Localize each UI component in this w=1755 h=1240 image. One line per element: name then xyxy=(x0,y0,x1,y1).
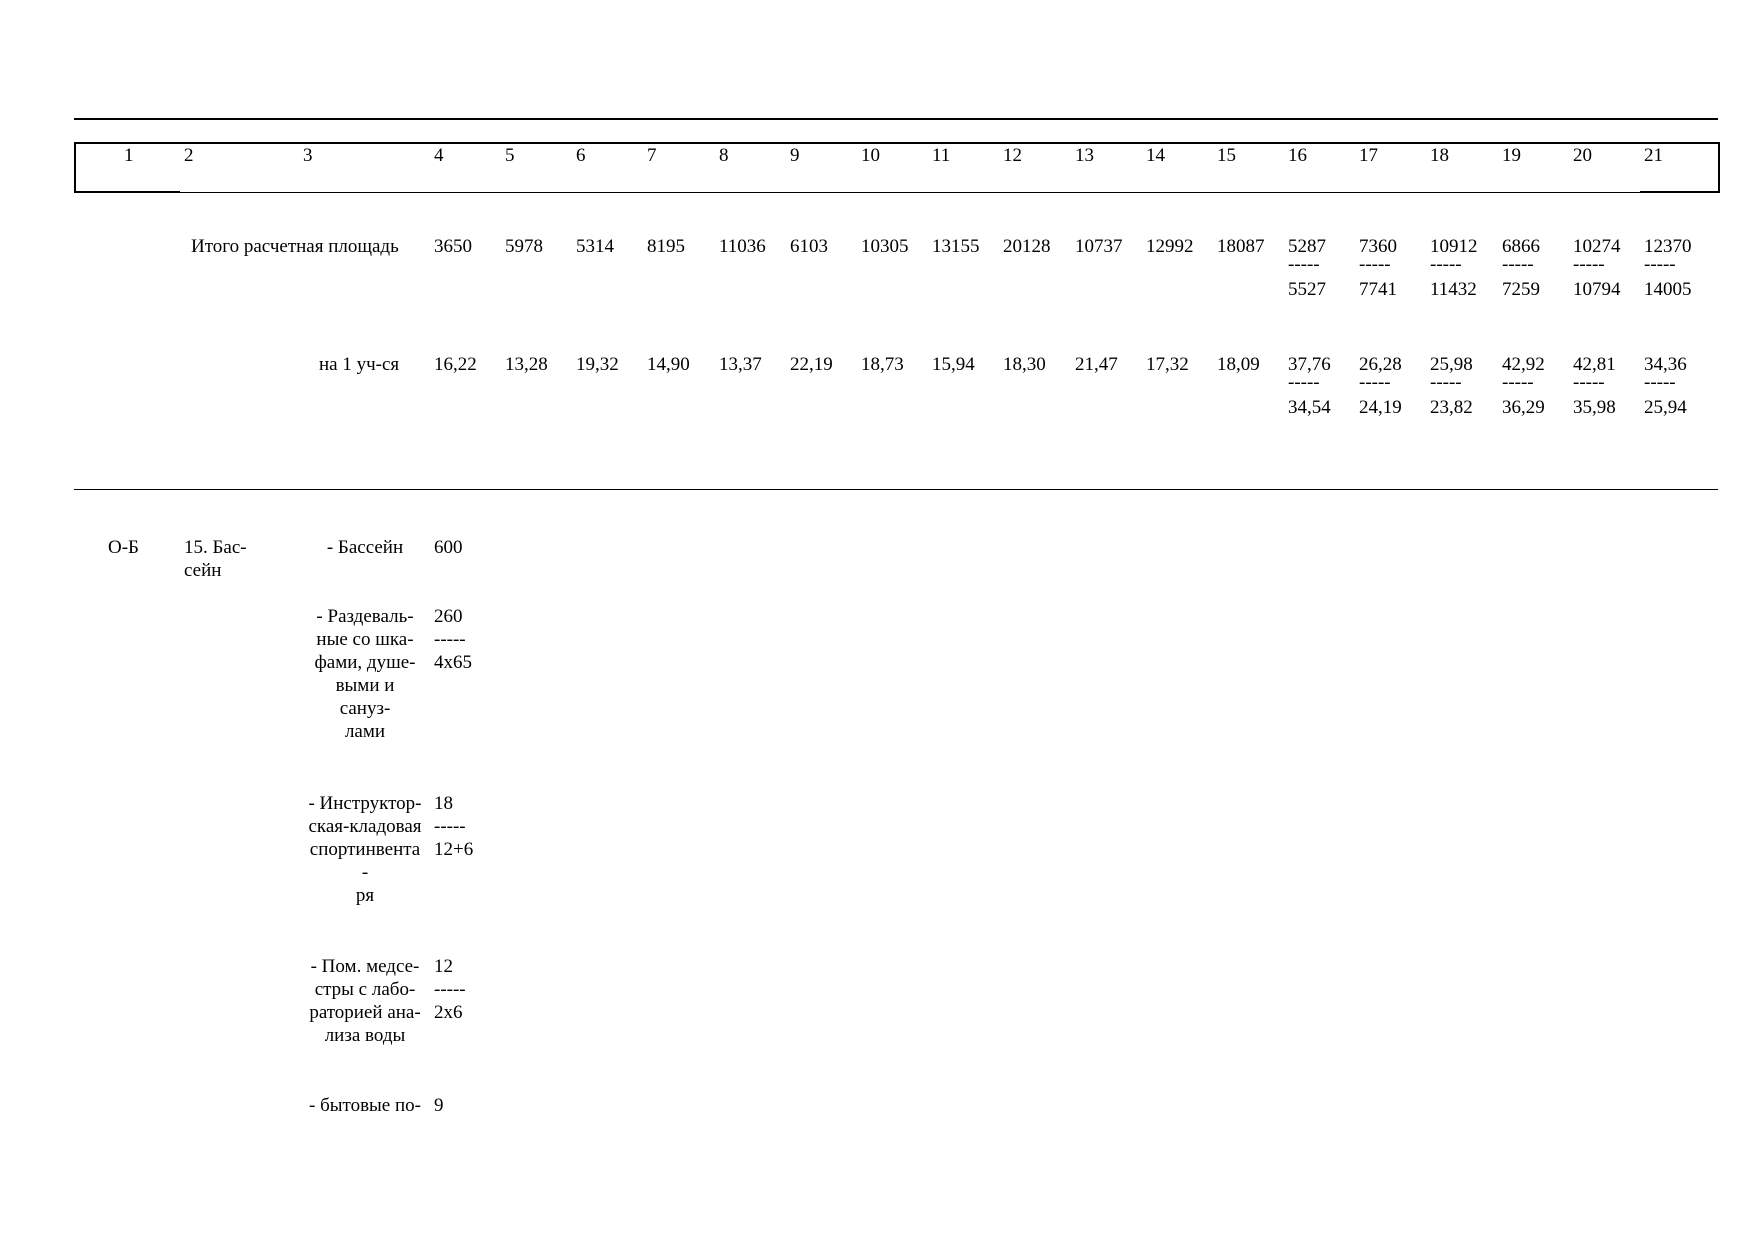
section-divider xyxy=(74,489,1718,490)
area-pair xyxy=(1644,235,1692,304)
area-pair-sep: ----- xyxy=(1359,254,1391,275)
area-pair-sep: ----- xyxy=(1644,254,1676,275)
room-description xyxy=(300,605,430,743)
room-description-line: ря xyxy=(355,885,375,906)
room-area-line: 260 xyxy=(434,606,463,627)
area-value: 11036 xyxy=(719,236,766,257)
column-number: 14 xyxy=(1146,145,1165,166)
area-pair-sep: ----- xyxy=(1430,254,1462,275)
room-area-line: 9 xyxy=(434,1095,444,1116)
area-pair-bottom: 11432 xyxy=(1430,279,1477,300)
per-student-pair-bottom: 35,98 xyxy=(1573,397,1616,418)
room-description-line: - Бассейн xyxy=(326,537,404,558)
column-number: 19 xyxy=(1502,145,1521,166)
area-pair xyxy=(1573,235,1621,304)
column-number-header xyxy=(74,142,1720,193)
room-description-line: ская-кладовая xyxy=(308,816,422,837)
area-value: 20128 xyxy=(1003,236,1051,257)
column-number: 2 xyxy=(184,145,194,166)
per-student-pair xyxy=(1502,353,1545,422)
area-pair-top: 12370 xyxy=(1644,236,1692,257)
column-number: 7 xyxy=(647,145,657,166)
column-number: 11 xyxy=(932,145,951,166)
column-number: 4 xyxy=(434,145,444,166)
per-student-pair xyxy=(1288,353,1331,422)
per-student-value: 13,37 xyxy=(719,354,762,375)
area-value: 13155 xyxy=(932,236,980,257)
area-value: 12992 xyxy=(1146,236,1194,257)
room-description-line: спортинвента xyxy=(309,839,421,860)
per-student-pair-sep: ----- xyxy=(1430,372,1462,393)
per-student-value: 18,30 xyxy=(1003,354,1046,375)
room-area-line: 12 xyxy=(434,956,453,977)
area-pair-top: 5287 xyxy=(1288,236,1326,257)
room-description-line: ные со шка- xyxy=(316,629,414,650)
area-pair-bottom: 7259 xyxy=(1502,279,1540,300)
room-description-line: лиза воды xyxy=(324,1025,406,1046)
column-number: 5 xyxy=(505,145,515,166)
room-description-line: фами, душе- xyxy=(314,652,416,673)
room-area-line: ----- xyxy=(434,629,466,650)
per-student-value: 16,22 xyxy=(434,354,477,375)
room-area-line: 2х6 xyxy=(434,1002,463,1023)
area-pair xyxy=(1502,235,1540,304)
area-pair-bottom: 14005 xyxy=(1644,279,1692,300)
per-student-value: 21,47 xyxy=(1075,354,1118,375)
area-pair-sep: ----- xyxy=(1288,254,1320,275)
area-value: 10737 xyxy=(1075,236,1123,257)
section-code: О-Б xyxy=(108,537,139,558)
per-student-pair xyxy=(1644,353,1687,422)
area-pair xyxy=(1288,235,1326,304)
room-area-line: ----- xyxy=(434,979,466,1000)
per-student-pair-top: 42,81 xyxy=(1573,354,1616,375)
room-area xyxy=(434,1094,444,1117)
room-description-line: - xyxy=(361,862,369,883)
area-value: 5314 xyxy=(576,236,614,257)
per-student-pair-bottom: 25,94 xyxy=(1644,397,1687,418)
area-pair xyxy=(1359,235,1397,304)
room-description xyxy=(300,536,430,559)
per-student-pair-bottom: 24,19 xyxy=(1359,397,1402,418)
per-student-pair-top: 25,98 xyxy=(1430,354,1473,375)
column-number: 1 xyxy=(124,145,134,166)
room-description-line: - Раздеваль- xyxy=(316,606,414,627)
per-student-pair-top: 26,28 xyxy=(1359,354,1402,375)
header-gap xyxy=(180,188,1640,192)
room-area xyxy=(434,536,463,559)
area-value: 6103 xyxy=(790,236,828,257)
room-area-line: 600 xyxy=(434,537,463,558)
per-student-pair-top: 42,92 xyxy=(1502,354,1545,375)
per-student-value: 19,32 xyxy=(576,354,619,375)
per-student-pair-sep: ----- xyxy=(1288,372,1320,393)
room-description-line: сануз- xyxy=(339,698,391,719)
column-number: 3 xyxy=(303,145,313,166)
area-pair-top: 10274 xyxy=(1573,236,1621,257)
column-number: 21 xyxy=(1644,145,1663,166)
area-pair-sep: ----- xyxy=(1502,254,1534,275)
per-student-pair xyxy=(1573,353,1616,422)
column-number: 16 xyxy=(1288,145,1307,166)
area-pair-top: 10912 xyxy=(1430,236,1478,257)
room-description-line: - Инструктор- xyxy=(308,793,422,814)
column-number: 20 xyxy=(1573,145,1592,166)
per-student-value: 18,73 xyxy=(861,354,904,375)
room-area-line: 4х65 xyxy=(434,652,472,673)
room-area xyxy=(434,955,466,1024)
section-name-line: 15. Бас- xyxy=(184,537,247,558)
room-description xyxy=(300,1094,430,1117)
section-name xyxy=(184,536,247,582)
column-number: 13 xyxy=(1075,145,1094,166)
per-student-pair-bottom: 36,29 xyxy=(1502,397,1545,418)
per-student-pair-top: 37,76 xyxy=(1288,354,1331,375)
column-number: 17 xyxy=(1359,145,1378,166)
column-number: 6 xyxy=(576,145,586,166)
per-student-value: 13,28 xyxy=(505,354,548,375)
area-value: 5978 xyxy=(505,236,543,257)
column-number: 15 xyxy=(1217,145,1236,166)
per-student-label: на 1 уч-ся xyxy=(319,354,400,375)
per-student-value: 18,09 xyxy=(1217,354,1260,375)
room-description-line: стры с лабо- xyxy=(314,979,416,1000)
total-area-label: Итого расчетная площадь xyxy=(191,236,399,257)
column-number: 18 xyxy=(1430,145,1449,166)
column-number: 10 xyxy=(861,145,880,166)
area-pair-top: 7360 xyxy=(1359,236,1397,257)
room-description-line: - бытовые по- xyxy=(309,1095,421,1116)
per-student-value: 14,90 xyxy=(647,354,690,375)
area-pair xyxy=(1430,235,1478,304)
per-student-value: 17,32 xyxy=(1146,354,1189,375)
area-value: 3650 xyxy=(434,236,472,257)
room-area xyxy=(434,605,472,674)
column-number: 8 xyxy=(719,145,729,166)
column-number: 12 xyxy=(1003,145,1022,166)
room-description-line: выми и xyxy=(335,675,395,696)
room-description-line: лами xyxy=(344,721,386,742)
per-student-pair-sep: ----- xyxy=(1502,372,1534,393)
area-pair-sep: ----- xyxy=(1573,254,1605,275)
per-student-value: 22,19 xyxy=(790,354,833,375)
area-pair-bottom: 5527 xyxy=(1288,279,1326,300)
area-value: 8195 xyxy=(647,236,685,257)
section-name-line: сейн xyxy=(184,560,222,581)
area-pair-top: 6866 xyxy=(1502,236,1540,257)
per-student-pair-sep: ----- xyxy=(1573,372,1605,393)
per-student-pair xyxy=(1430,353,1473,422)
top-rule xyxy=(74,118,1718,120)
area-pair-bottom: 7741 xyxy=(1359,279,1397,300)
room-description xyxy=(300,955,430,1047)
room-area-line: 18 xyxy=(434,793,453,814)
per-student-pair-bottom: 34,54 xyxy=(1288,397,1331,418)
room-area-line: 12+6 xyxy=(434,839,474,860)
area-value: 18087 xyxy=(1217,236,1265,257)
room-area xyxy=(434,792,473,861)
room-area-line: ----- xyxy=(434,816,466,837)
room-description-line: раторией ана- xyxy=(309,1002,421,1023)
area-value: 10305 xyxy=(861,236,909,257)
column-number: 9 xyxy=(790,145,800,166)
per-student-pair-sep: ----- xyxy=(1359,372,1391,393)
room-description xyxy=(300,792,430,907)
per-student-pair-sep: ----- xyxy=(1644,372,1676,393)
per-student-pair xyxy=(1359,353,1402,422)
room-description-line: - Пом. медсе- xyxy=(310,956,420,977)
per-student-value: 15,94 xyxy=(932,354,975,375)
per-student-pair-bottom: 23,82 xyxy=(1430,397,1473,418)
per-student-pair-top: 34,36 xyxy=(1644,354,1687,375)
area-pair-bottom: 10794 xyxy=(1573,279,1621,300)
